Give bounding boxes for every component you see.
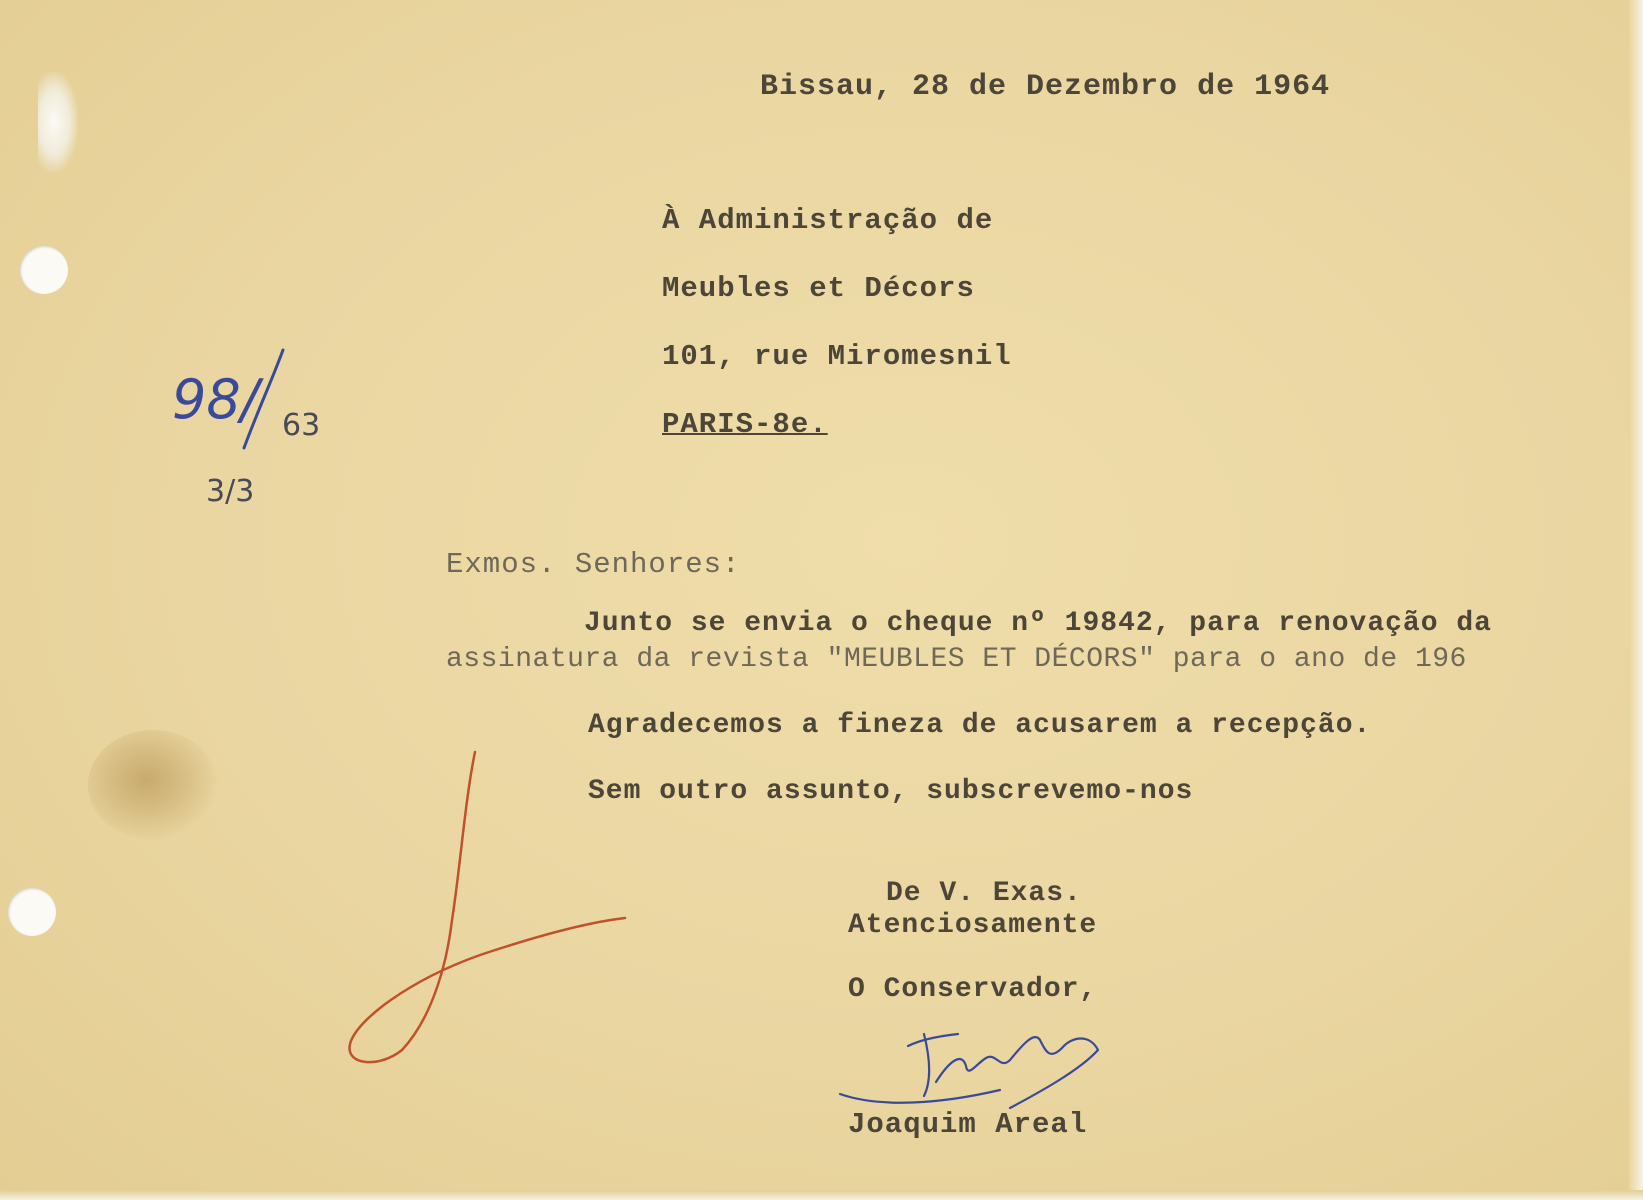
- place-date: Bissau, 28 de Dezembro de 1964: [760, 70, 1331, 104]
- recipient-line-4: PARIS-8e.: [662, 408, 828, 441]
- recipient-line-1: À Administração de: [662, 204, 994, 237]
- recipient-line-2: Meubles et Décors: [662, 272, 975, 305]
- closing-line-1: De V. Exas.: [886, 878, 1082, 909]
- closing-title: O Conservador,: [848, 974, 1098, 1005]
- red-pencil-mark: [350, 752, 625, 1062]
- reference-number: 98/: [172, 368, 259, 431]
- body-paragraph-2: Agradecemos a fineza de acusarem a recepção.: [588, 710, 1372, 741]
- signature-mark: [840, 1034, 1098, 1108]
- signatory-name: Joaquim Areal: [848, 1108, 1088, 1141]
- salutation: Exmos. Senhores:: [446, 548, 741, 581]
- closing-line-2: Atenciosamente: [848, 910, 1098, 941]
- page-marker: 3/3: [206, 474, 255, 509]
- body-paragraph-3: Sem outro assunto, subscrevemo-nos: [588, 776, 1194, 807]
- recipient-line-3: 101, rue Miromesnil: [662, 340, 1012, 373]
- body-paragraph-1-line-1: Junto se envia o cheque nº 19842, para renovação da: [584, 608, 1492, 639]
- reference-slash: [244, 350, 283, 448]
- body-paragraph-1-line-2: assinatura da revista "MEUBLES ET DÉCORS" para o ano de 196: [446, 644, 1467, 675]
- reference-suffix: 63: [282, 408, 321, 443]
